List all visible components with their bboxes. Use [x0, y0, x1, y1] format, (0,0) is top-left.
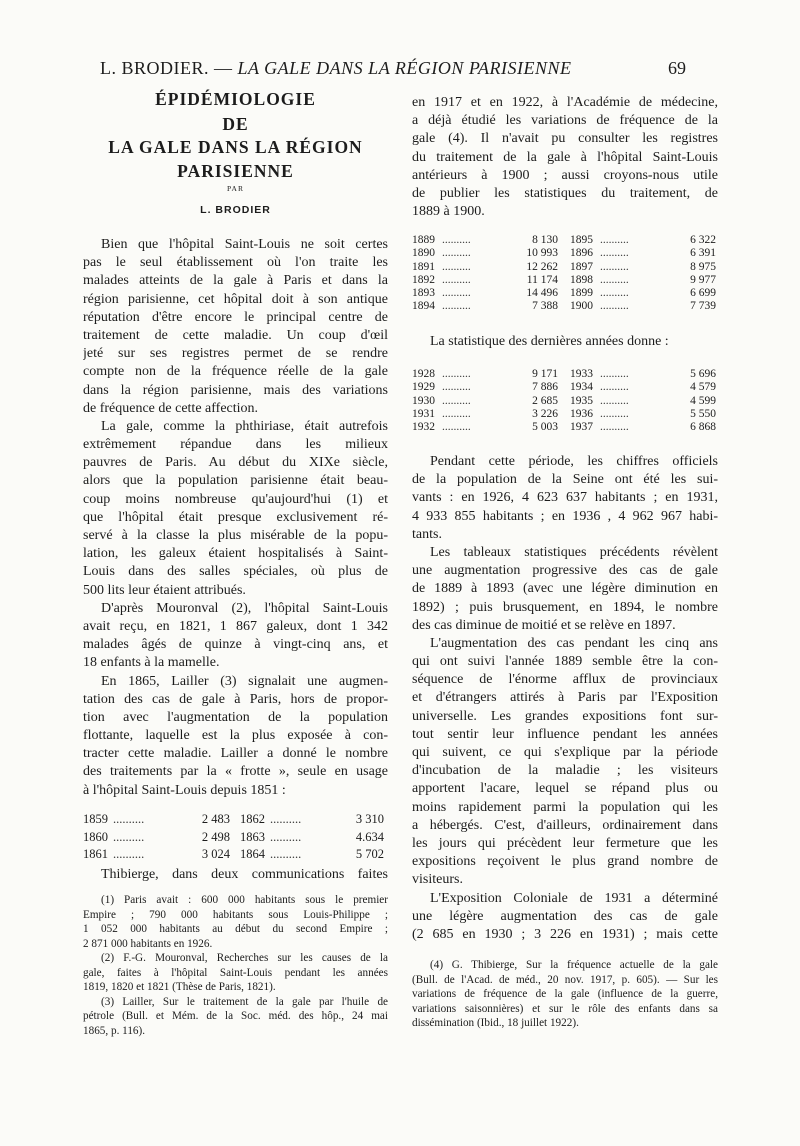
table-row [83, 811, 386, 829]
table-row [412, 381, 718, 394]
text-line: des traitements par la « frotte », seule en usage [83, 764, 388, 780]
text-line: tout sentir leur influence pendant les années [412, 726, 718, 742]
year-cell: 1937 [570, 421, 593, 434]
text-line: de publier les statistiques du traitement, de [412, 185, 718, 201]
text-line: tracter cette maladie. Lailler a donné le nombre [83, 746, 388, 762]
year-cell: 1894 [412, 300, 435, 313]
year-cell: 1932 [412, 421, 435, 434]
count-cell: 6 868 [690, 421, 716, 434]
year-cell: 1891 [412, 260, 435, 273]
table-row [412, 274, 718, 287]
leader-dots: .......... [600, 421, 629, 434]
count-cell: 5 003 [532, 421, 558, 434]
statistique-intro-block [412, 333, 718, 351]
text-line: coup moins nombreuse qu'aujourd'hui (1) et [83, 491, 388, 507]
article-title-line: DE [222, 114, 249, 134]
count-cell: 2 685 [532, 394, 558, 407]
paragraph [83, 418, 388, 600]
leader-dots: .......... [600, 287, 629, 300]
text-line: que l'hôpital était presque exclusivement ré- [83, 509, 388, 525]
count-cell: 4.634 [355, 829, 384, 844]
leader-dots: .......... [600, 300, 629, 313]
count-cell: 7 739 [690, 300, 716, 313]
text-line: 1892) ; puis brusquement, en 1894, le nombre [412, 599, 718, 615]
year-cell: 1896 [570, 247, 593, 260]
count-cell: 5 696 [690, 368, 716, 380]
leader-dots: .......... [442, 407, 471, 420]
text-line: et d'étrangers attirés à Paris par l'Exposition [412, 690, 718, 706]
article-title-line: PARISIENNE [177, 161, 294, 181]
running-head-author: L. BRODIER. [100, 58, 209, 78]
table-row [412, 421, 718, 434]
running-head-title: LA GALE DANS LA RÉGION PARISIENNE [237, 58, 572, 78]
left-body [83, 236, 388, 800]
leader-dots: .......... [600, 407, 629, 420]
leader-dots: .......... [600, 394, 629, 407]
text-line: antérieurs à 1900 ; aussi croyons-nous utile [412, 167, 718, 183]
text-line: jeté sur ses registres permet de se rendre [83, 346, 388, 362]
text-line: gale (4). Il n'avait pu consulter les registres [412, 131, 718, 147]
text-line: 1889 à 1900. [412, 204, 485, 220]
table-row [412, 368, 718, 381]
leader-dots: .......... [442, 260, 471, 273]
text-line: expositions reçoivent le plus grand nombre de [412, 854, 718, 870]
paragraph [412, 94, 718, 221]
byline-par: PAR [227, 184, 244, 193]
paragraph [83, 995, 388, 1039]
leader-dots: .......... [113, 812, 145, 826]
leader-dots: .......... [442, 421, 471, 434]
count-cell: 3 024 [201, 847, 230, 861]
year-cell: 1861 [83, 847, 108, 861]
count-cell: 9 977 [690, 273, 716, 286]
text-line: dans la région parisienne, mais des variations [83, 382, 388, 398]
year-cell: 1889 [412, 234, 435, 246]
count-cell: 8 130 [532, 234, 558, 246]
text-line: gale, faites à l'hôpital Saint-Louis pendant les années [83, 966, 388, 979]
year-cell: 1890 [412, 247, 435, 260]
leader-dots: .......... [442, 247, 471, 260]
text-line: Bien que l'hôpital Saint-Louis ne soit certes [101, 237, 388, 252]
table-row [412, 408, 718, 421]
text-line: variations de fréquence de la gale (influence de la guerre, [412, 988, 718, 1000]
text-line: réputation d'être encore le principal centre de [83, 309, 388, 325]
article-title-line: ÉPIDÉMIOLOGIE [155, 89, 316, 109]
count-cell: 10 993 [526, 247, 558, 260]
leader-dots: .......... [600, 247, 629, 260]
text-line: visiteurs. [412, 872, 463, 888]
year-cell: 1931 [412, 407, 435, 420]
leader-dots: .......... [442, 394, 471, 407]
table-row [412, 247, 718, 260]
year-cell: 1898 [570, 273, 593, 286]
text-line: L'augmentation des cas pendant les cinq ans [430, 635, 718, 651]
year-cell: 1900 [570, 300, 593, 313]
count-cell: 5 702 [355, 847, 384, 861]
year-cell: 1893 [412, 287, 435, 300]
text-line: à l'hôpital Saint-Louis depuis 1851 : [83, 782, 286, 798]
paragraph [83, 893, 388, 951]
text-line: 1865, p. 116). [83, 1024, 146, 1037]
text-line: malades atteints de la gale à Paris et dans la [83, 273, 388, 289]
leader-dots: .......... [270, 847, 302, 861]
text-line: une légère augmentation des cas de gale [412, 908, 718, 924]
text-line: pauvres de Paris. Au début du XIXe siècle, [83, 455, 388, 471]
year-cell: 1936 [570, 407, 593, 420]
text-line: moins rapidement parmi la population qui les [412, 799, 718, 815]
table-row [412, 300, 718, 313]
table-row [412, 395, 718, 408]
year-cell: 1930 [412, 394, 435, 407]
text-line: a déjà étudié les variations de fréquence de la [412, 113, 718, 129]
text-line: 2 871 000 habitants en 1926. [83, 937, 213, 950]
count-cell: 8 975 [690, 260, 716, 273]
text-line: L'Exposition Coloniale de 1931 a déterminé [430, 890, 718, 906]
count-cell: 3 226 [532, 407, 558, 420]
table-row [83, 829, 386, 847]
count-cell: 2 498 [201, 829, 230, 844]
year-cell: 1899 [570, 287, 593, 300]
year-cell: 1892 [412, 273, 435, 286]
text-line: région parisienne, cet hôpital doit à son antique [83, 291, 388, 307]
paragraph [83, 951, 388, 995]
text-line: de fréquence de cette affection. [83, 400, 259, 416]
text-line: une augmentation progressive des cas de gale [412, 563, 718, 579]
count-cell: 14 496 [526, 287, 558, 300]
text-line: universelle. Les grandes expositions font sur- [412, 708, 718, 724]
text-line: apportent l'acare, lequel se répand plus ou [412, 781, 718, 797]
text-line: des cas diminue de moitié et se relève en 1897. [412, 617, 676, 633]
year-cell: 1897 [570, 260, 593, 273]
year-cell: 1895 [570, 234, 593, 246]
text-line: (Bull. de l'Acad. de méd., 20 nov. 1917, p. 605). — Sur les [412, 973, 718, 986]
count-cell: 7 886 [532, 381, 558, 394]
page-number: 69 [668, 58, 686, 78]
text-line: en 1917 et en 1922, à l'Académie de médecine, [412, 95, 718, 110]
leader-dots: .......... [270, 812, 302, 826]
count-cell: 4 579 [690, 381, 716, 394]
count-cell: 12 262 [526, 260, 558, 273]
text-line: En 1865, Lailler (3) signalait une augmen- [101, 673, 388, 689]
count-cell: 4 599 [690, 394, 716, 407]
table-row [412, 261, 718, 274]
count-cell: 7 388 [532, 300, 558, 313]
leader-dots: .......... [442, 273, 471, 286]
year-cell: 1935 [570, 394, 593, 407]
year-cell: 1929 [412, 381, 435, 394]
table-1859-1864 [83, 811, 386, 864]
text-line: vants : en 1926, 4 623 637 habitants ; en 1931, [412, 490, 718, 506]
text-line: servé à la classe la plus misérable de la popu- [83, 528, 388, 543]
text-line: flottante, laquelle est la plus exposée à con- [83, 728, 388, 744]
text-line: (2 685 en 1930 ; 3 226 en 1931) ; mais cette [412, 926, 718, 942]
year-cell: 1933 [570, 368, 593, 380]
text-line: (1) Paris avait : 600 000 habitants sous le premier [101, 894, 388, 906]
text-line: tants. [412, 526, 442, 542]
text-line: D'après Mouronval (2), l'hôpital Saint-Louis [101, 600, 388, 616]
count-cell: 5 550 [690, 407, 716, 420]
leader-dots: .......... [442, 381, 471, 394]
text-line: Thibierge, dans deux communications faites [101, 867, 388, 882]
text-line: (4) G. Thibierge, Sur la fréquence actuelle de la gale [430, 959, 718, 971]
text-line: 1819, 1820 et 1821 (Thèse de Paris, 1821). [83, 981, 276, 993]
year-cell: 1863 [240, 829, 265, 844]
right-body-bottom [412, 453, 718, 944]
leader-dots: .......... [600, 234, 629, 246]
paragraph [412, 544, 718, 635]
leader-dots: .......... [442, 234, 471, 246]
paragraph [412, 890, 718, 945]
text-line: de la population de la Seine ont été les sui- [412, 472, 718, 488]
text-line: avait reçu, en 1821, 1 867 galeux, dont 1 342 [83, 618, 388, 634]
running-head-dash: — [209, 58, 238, 78]
text-line: 18 enfants à la mamelle. [83, 655, 220, 671]
table-row [83, 846, 386, 864]
text-line: (2) F.-G. Mouronval, Recherches sur les causes de la [101, 952, 388, 964]
leader-dots: .......... [600, 381, 629, 394]
text-line: 4 933 855 habitants ; en 1936 , 4 962 967 habi- [412, 508, 718, 524]
leader-dots: .......... [442, 368, 471, 380]
year-cell: 1928 [412, 368, 435, 380]
text-line: compte non de la fréquence réelle de la gale [83, 364, 388, 380]
text-line: d'incubation de la maladie ; les visiteurs [412, 763, 718, 779]
leader-dots: .......... [600, 368, 629, 380]
year-cell: 1864 [240, 847, 265, 861]
right-body-top [412, 94, 718, 221]
paragraph [412, 958, 718, 1031]
text-line: Empire ; 790 000 habitants sous Louis-Philippe ; [83, 908, 388, 921]
text-line: lation, les galeux étaient hospitalisés à Saint- [83, 546, 388, 562]
text-line: pas le seul établissement où l'on traite les [83, 255, 388, 271]
leader-dots: .......... [600, 260, 629, 273]
year-cell: 1934 [570, 381, 593, 394]
leader-dots: .......... [600, 273, 629, 286]
statistique-intro: La statistique des dernières années donne : [430, 334, 669, 349]
text-line: dissémination (Ibid., 18 juillet 1922). [412, 1017, 579, 1029]
paragraph [412, 453, 718, 544]
count-cell: 11 174 [526, 273, 558, 286]
year-cell: 1862 [240, 812, 265, 826]
text-line: La gale, comme la phthiriase, était autrefois [101, 418, 388, 434]
left-footnotes [83, 893, 388, 1038]
text-line: variations saisonnières) et sur le rôle des enfants dans sa [412, 1002, 718, 1015]
table-row [412, 234, 718, 247]
text-line: du traitement de la gale à l'hôpital Saint-Louis [412, 149, 718, 165]
text-line: malades âgés de quinze à vingt-cinq ans, et [83, 637, 388, 653]
text-line: qui suivent, ce qui s'explique par la période [412, 745, 718, 760]
leader-dots: .......... [442, 287, 471, 300]
text-line: 500 lits leur étaient attribués. [83, 582, 246, 598]
text-line: qui ont suivi l'année 1889 semble être la con- [412, 654, 718, 670]
table-1928-1937 [412, 368, 718, 434]
count-cell: 6 699 [690, 287, 716, 300]
text-line: Pendant cette période, les chiffres officiels [430, 454, 718, 469]
text-line: pétrole (Bull. et Mém. de la Soc. méd. des hôp., 24 mai [83, 1010, 388, 1022]
text-line: les jours qui précèdent leur fermeture que les [412, 835, 718, 851]
byline-author: L. BRODIER [200, 204, 271, 216]
leader-dots: .......... [113, 847, 145, 861]
text-line: a hébergés. C'est, d'ailleurs, ordinairement dans [412, 817, 718, 833]
right-footnotes [412, 958, 718, 1031]
text-line: alors que la population parisienne était beau- [83, 473, 388, 489]
text-line: de 1889 à 1893 (avec une légère diminution en [412, 581, 718, 597]
text-line: (3) Lailler, Sur le traitement de la gale par l'huile de [101, 995, 388, 1008]
text-line: extrêmement répandue dans les milieux [83, 437, 388, 453]
leader-dots: .......... [442, 300, 471, 313]
table-1889-1900 [412, 234, 718, 314]
year-cell: 1859 [83, 812, 108, 826]
text-line: tion avec l'augmentation de la population [83, 709, 388, 725]
count-cell: 9 171 [532, 368, 558, 380]
count-cell: 6 322 [690, 234, 716, 246]
leader-dots: .......... [270, 829, 302, 844]
table-row [412, 287, 718, 300]
paragraph [412, 635, 718, 890]
text-line: Louis dans des salles spéciales, où plus de [83, 564, 388, 580]
paragraph [83, 600, 388, 673]
text-line: séquence de l'énorme afflux de provinciaux [412, 672, 718, 688]
paragraph [83, 673, 388, 800]
text-line: tation des cas de gale à Paris, hors de propor- [83, 691, 388, 707]
paragraph [83, 236, 388, 418]
article-title-line: LA GALE DANS LA RÉGION [108, 137, 363, 157]
leader-dots: .......... [113, 829, 145, 844]
text-line: traitement de cette maladie. Un coup d'œil [83, 327, 388, 343]
running-head [100, 58, 700, 79]
year-cell: 1860 [83, 829, 108, 844]
count-cell: 3 310 [355, 812, 384, 826]
text-line: 1 052 000 habitants au début du second Empire ; [83, 923, 388, 935]
text-line: Les tableaux statistiques précédents révèlent [430, 544, 718, 560]
count-cell: 2 483 [201, 812, 230, 826]
count-cell: 6 391 [690, 247, 716, 260]
left-continuation [83, 866, 388, 884]
